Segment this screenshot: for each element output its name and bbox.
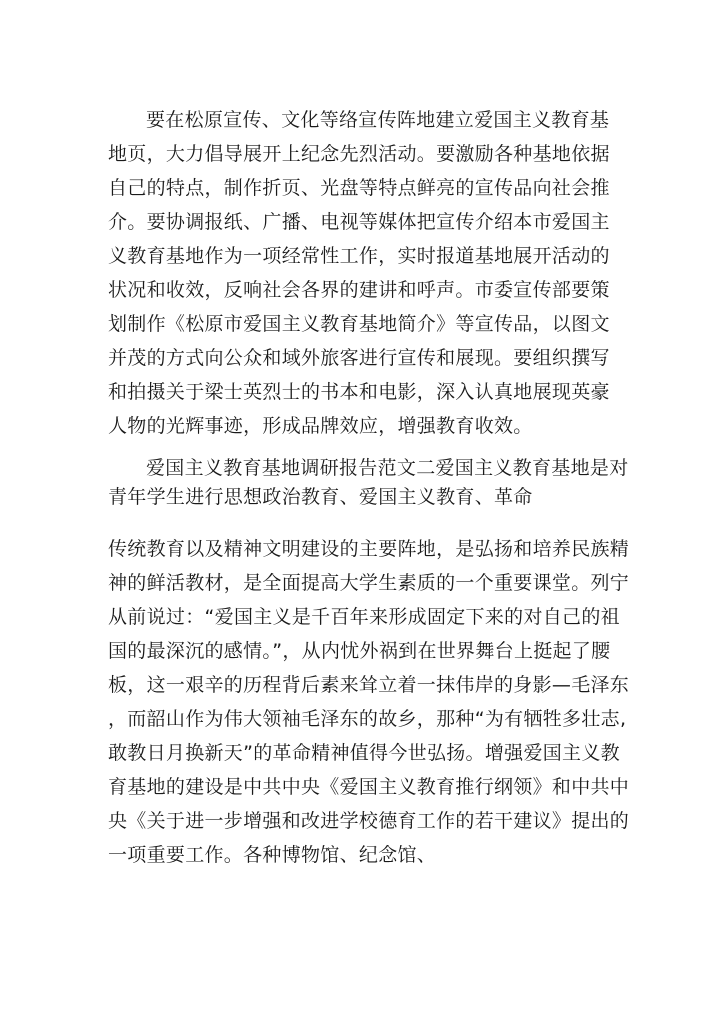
text-line: 划制作《松原市爱国主义教育基地简介》等宣传品，以图文 (108, 313, 610, 335)
text-line: 一项重要工作。各种博物馆、纪念馆、 (108, 844, 437, 866)
text-line: 从前说过：“爱国主义是千百年来形成固定下来的对自己的祖 (108, 606, 620, 628)
text-line: 并茂的方式向公众和域外旅客进行宣传和展现。要组织撰写 (108, 347, 610, 369)
text-line: 地页，大力倡导展开上纪念先烈活动。要激励各种基地依据 (108, 143, 610, 165)
text-line: 自己的特点，制作折页、光盘等特点鲜亮的宣传品向社会推 (108, 177, 610, 199)
text-line: 传统教育以及精神文明建设的主要阵地，是弘扬和培养民族精 (108, 538, 630, 560)
text-line: 央《关于进一步增强和改进学校德育工作的若干建议》提出的 (108, 810, 630, 832)
text-line: 神的鲜活教材，是全面提高大学生素质的一个重要课堂。列宁 (108, 572, 630, 594)
text-line: 国的最深沉的感情。”，从内忧外祸到在世界舞台上挺起了腰 (108, 640, 611, 662)
text-line: 育基地的建设是中共中央《爱国主义教育推行纲领》和中共中 (108, 776, 630, 798)
text-line: 状况和收效，反响社会各界的建讲和呼声。市委宣传部要策 (108, 279, 610, 301)
text-line: 敢教日月换新天”的革命精神值得今世弘扬。增强爱国主义教 (108, 742, 620, 764)
text-line: 爱国主义教育基地调研报告范文二爱国主义教育基地是对 (146, 457, 629, 479)
text-line: ，而韶山作为伟大领袖毛泽东的故乡，那种“为有牺牲多壮志, (108, 708, 627, 730)
text-line: 青年学生进行思想政治教育、爱国主义教育、革命 (108, 486, 533, 508)
text-line: 人物的光辉事迹，形成品牌效应，增强教育收效。 (108, 415, 533, 437)
text-line: 义教育基地作为一项经常性工作，实时报道基地展开活动的 (108, 245, 610, 267)
text-line: 介。要协调报纸、广播、电视等媒体把宣传介绍本市爱国主 (108, 211, 610, 233)
text-line: 要在松原宣传、文化等络宣传阵地建立爱国主义教育基 (146, 109, 610, 131)
text-line: 和拍摄关于梁士英烈士的书本和电影，深入认真地展现英豪 (108, 381, 610, 403)
text-line: 板，这一艰辛的历程背后素来耸立着一抹伟岸的身影—毛泽东 (108, 674, 630, 696)
